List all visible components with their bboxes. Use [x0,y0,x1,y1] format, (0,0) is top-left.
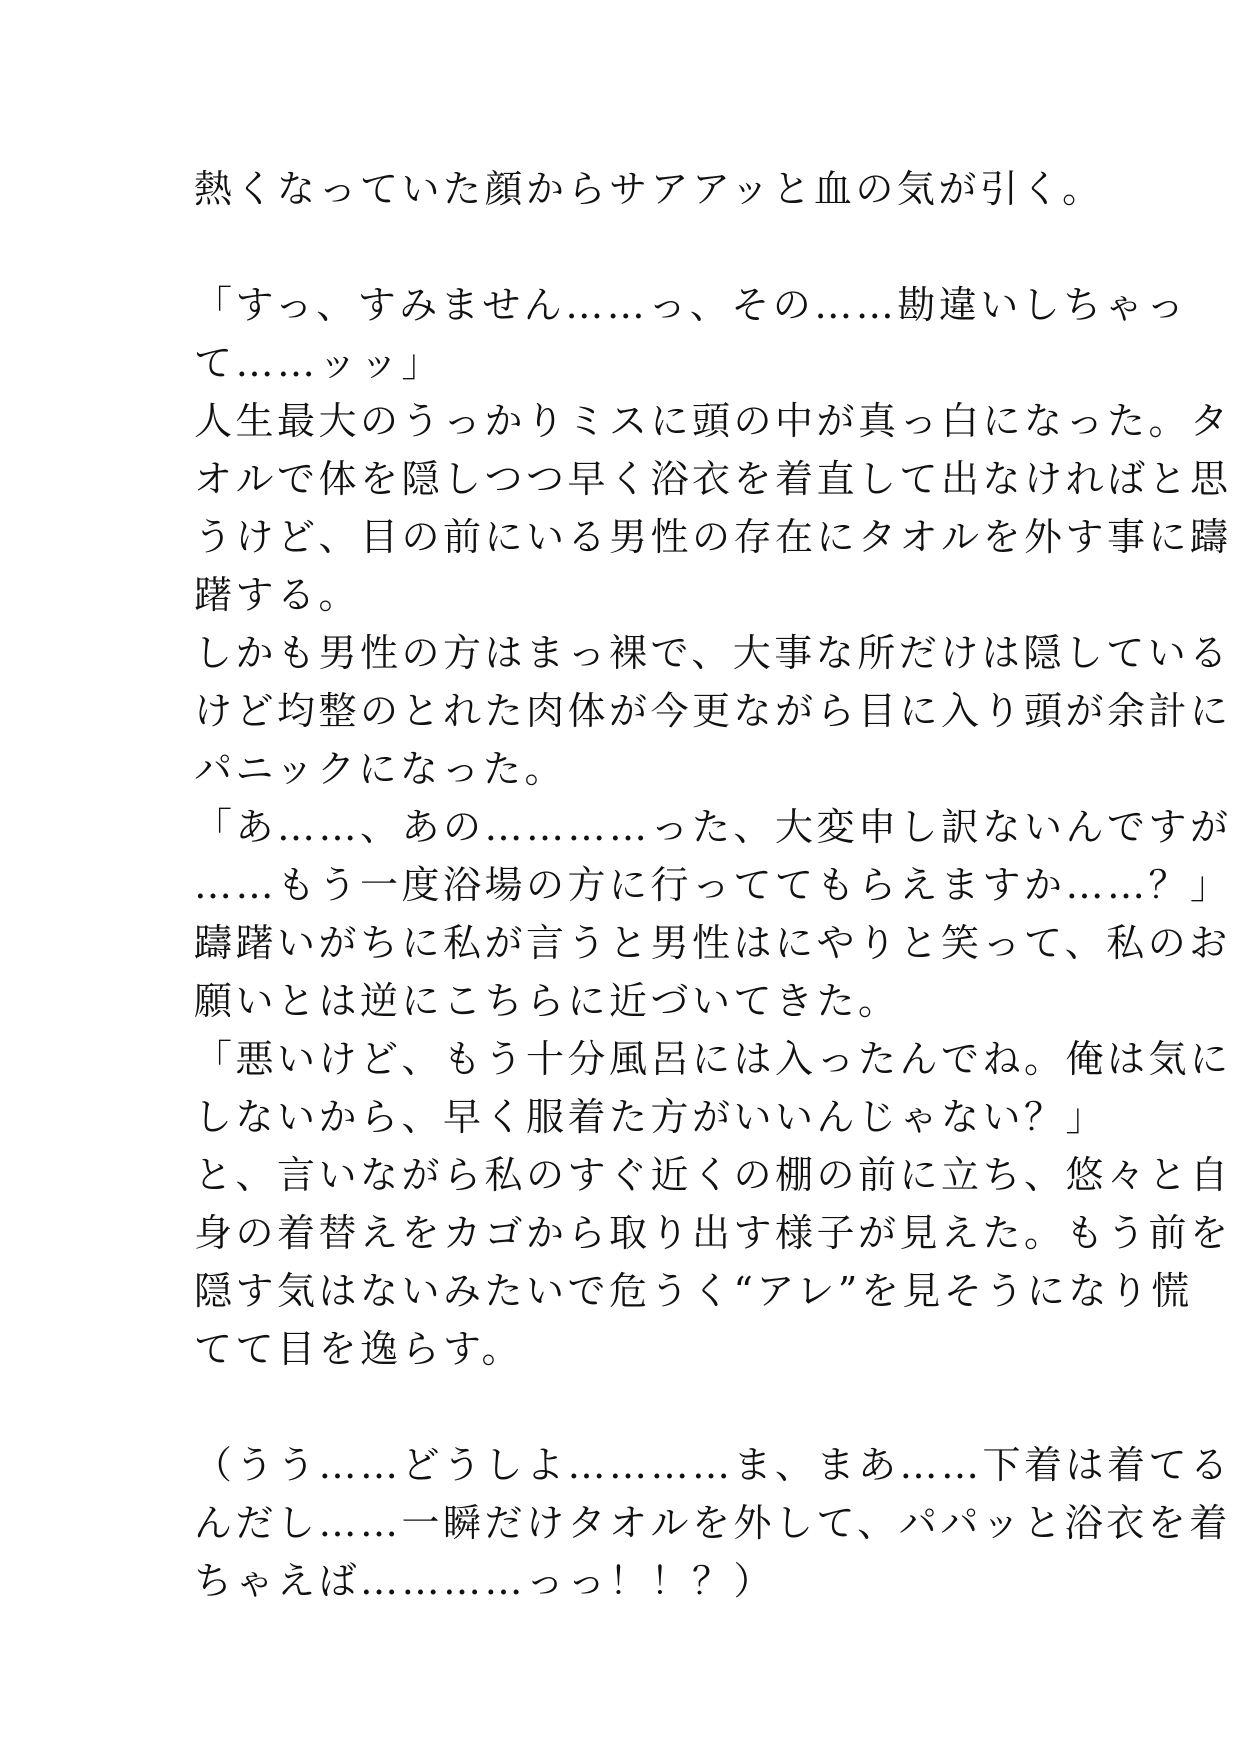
text-line: 人生最大のうっかりミスに頭の中が真っ白になった。タ [194,399,1232,443]
text-line: ……もう一度浴場の方に行っててもらえますか……？」 [194,863,1232,907]
text-line: と、言いながら私のすぐ近くの棚の前に立ち、悠々と自 [194,1153,1232,1197]
text-line: 身の着替えをカゴから取り出す様子が見えた。もう前を [194,1211,1232,1255]
text-line: んだし……一瞬だけタオルを外して、パパッと浴衣を着 [194,1501,1231,1545]
text-line: 「すっ、すみません……っ、その……勘違いしちゃっ [194,283,1188,327]
text-line: しかも男性の方はまっ裸で、大事な所だけは隠している [194,631,1231,675]
blank-line [194,218,1074,276]
blank-line [194,1378,1074,1436]
text-line: て……ッッ」 [194,341,444,385]
text-line: オルで体を隠しつつ早く浴衣を着直して出なければと思 [194,457,1232,501]
text-line: てて目を逸らす。 [194,1327,523,1371]
text-line: うけど、目の前にいる男性の存在にタオルを外す事に躊 [194,515,1232,559]
text-line: 躊躇いがちに私が言うと男性はにやりと笑って、私のお [194,921,1231,965]
text-line: ちゃえば…………っっ！！？） [194,1559,776,1603]
text-line: パニックになった。 [194,747,566,791]
text-line: 躇する。 [194,573,361,617]
text-line: 「あ……、あの…………った、大変申し訳ないんですが [194,805,1232,849]
body-text [194,160,1232,1610]
text-line: （うう……どうしよ…………ま、まあ……下着は着てる [194,1443,1232,1487]
text-line: 隠す気はないみたいで危うく“アレ”を見そうになり慌 [194,1269,1193,1313]
text-line: けど均整のとれた肉体が今更ながら目に入り頭が余計に [194,689,1232,733]
text-line: しないから、早く服着た方がいいんじゃない？」 [194,1095,1108,1139]
text-line: 熱くなっていた顔からサアアッと血の気が引く。 [194,167,1104,211]
text-line: 願いとは逆にこちらに近づいてきた。 [194,979,900,1023]
text-line: 「悪いけど、もう十分風呂には入ったんでね。俺は気に [194,1037,1232,1081]
